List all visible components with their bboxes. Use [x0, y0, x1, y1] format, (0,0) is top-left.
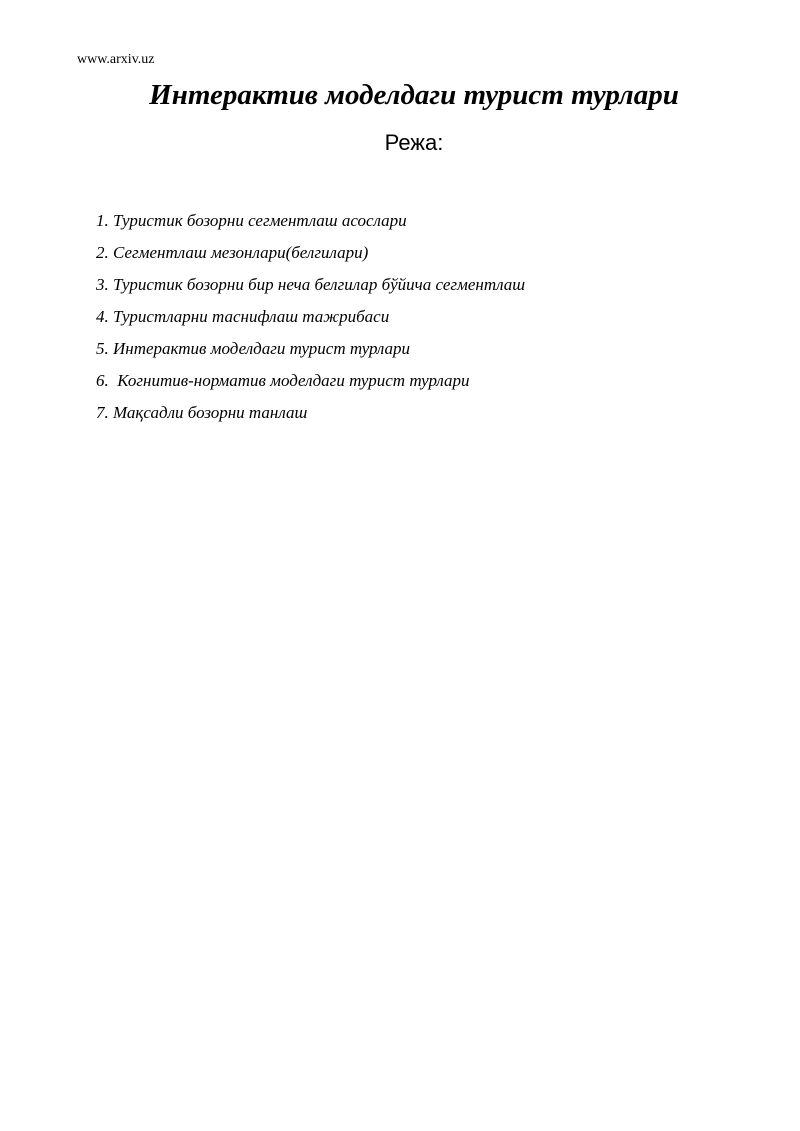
plan-item: 2. Сегментлаш мезонлари(белгилари): [96, 243, 369, 262]
plan-list: [96, 209, 525, 433]
plan-item: 4. Туристларни таснифлаш тажрибаси: [96, 307, 390, 326]
plan-item: 6. Когнитив-норматив моделдаги турист турлари: [96, 371, 470, 390]
header-url: www.arxiv.uz: [77, 52, 155, 67]
plan-item: 7. Мақсадли бозорни танлаш: [96, 403, 308, 422]
plan-item: 5. Интерактив моделдаги турист турлари: [96, 339, 411, 358]
plan-heading: Режа:: [384, 130, 444, 155]
document-title: Интерактив моделдаги турист турлари: [149, 79, 679, 111]
plan-item: 1. Туристик бозорни сегментлаш асослари: [96, 211, 407, 230]
plan-item: 3. Туристик бозорни бир неча белгилар бўйича сегментлаш: [96, 275, 526, 294]
